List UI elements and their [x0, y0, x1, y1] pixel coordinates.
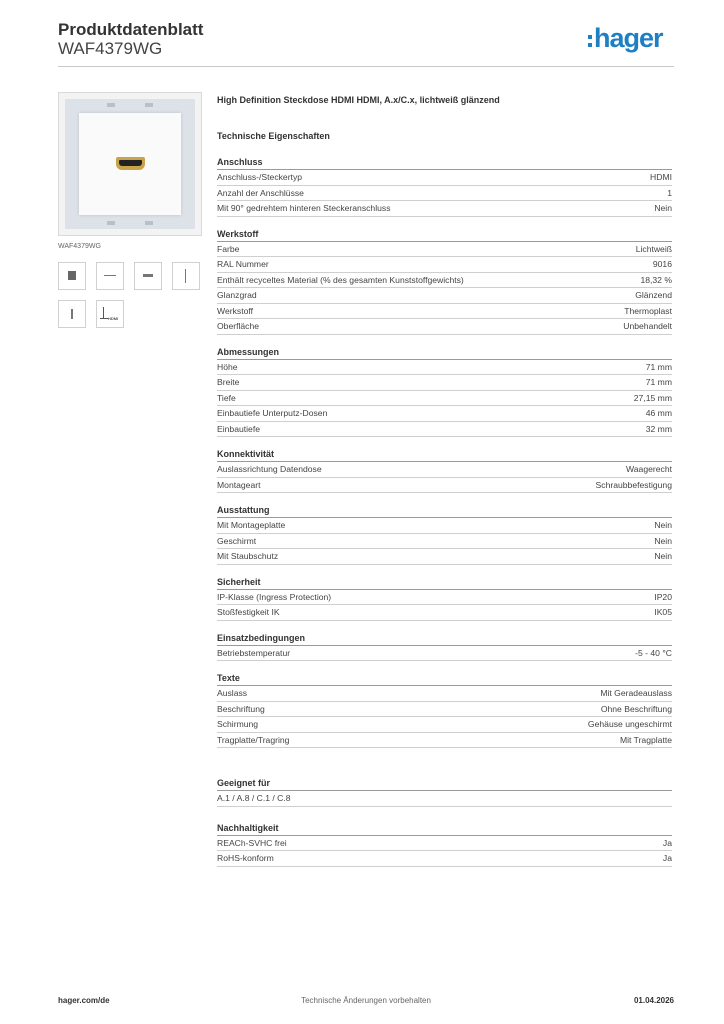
- spec-row: [217, 733, 672, 749]
- footer-website: hager.com/de: [58, 996, 110, 1005]
- spec-row: [217, 686, 672, 702]
- spec-label: Betriebstemperatur: [217, 647, 291, 658]
- article-number: WAF4379WG: [58, 39, 163, 58]
- thumbnail-side-drawing: [134, 262, 162, 290]
- spec-label: Mit Staubschutz: [217, 551, 279, 561]
- spec-value: Schraubbefestigung: [595, 479, 672, 490]
- section-heading: Einsatzbedingungen: [217, 631, 672, 646]
- section-heading: Anschluss: [217, 155, 672, 170]
- spec-row: [217, 170, 672, 186]
- spec-label: Mit 90° gedrehtem hinteren Steckeranschluss: [217, 203, 391, 213]
- spec-row: [217, 717, 672, 733]
- spec-row: [217, 851, 672, 867]
- section-heading: Sicherheit: [217, 575, 672, 590]
- spec-value: Glänzend: [635, 290, 672, 300]
- spec-row: [217, 242, 672, 258]
- spec-section: [217, 155, 672, 217]
- product-title: High Definition Steckdose HDMI HDMI, A.x/C.x, lichtweiß glänzend: [217, 95, 500, 105]
- spec-label: Enthält recyceltes Material (% des gesamten Kunststoffgewichts): [217, 274, 464, 285]
- spec-row: [217, 518, 672, 534]
- spec-row: [217, 360, 672, 376]
- spec-row: [217, 319, 672, 335]
- spec-row: [217, 702, 672, 718]
- spec-content: [217, 94, 672, 867]
- spec-row: [217, 186, 672, 202]
- spec-label: Beschriftung: [217, 703, 265, 714]
- frame-slot: [107, 103, 115, 107]
- sustainability-section: [217, 821, 672, 867]
- socket-plate: [79, 113, 181, 215]
- spec-row: [217, 646, 672, 662]
- hdmi-port-icon: [116, 157, 145, 170]
- thumbnail-hdmi-symbol: [96, 300, 124, 328]
- cover-frame: [65, 99, 195, 229]
- spec-row: [217, 422, 672, 438]
- spec-row: [217, 273, 672, 289]
- hager-logo: [588, 23, 674, 56]
- spec-label: Einbautiefe Unterputz-Dosen: [217, 408, 328, 418]
- spec-value: HDMI: [650, 172, 672, 182]
- logo-dots-icon: [588, 35, 592, 51]
- frame-slot: [145, 103, 153, 107]
- section-heading: Texte: [217, 671, 672, 686]
- document-title: Produktdatenblatt: [58, 20, 204, 39]
- spec-label: Geschirmt: [217, 535, 257, 546]
- spec-label: Einbautiefe: [217, 423, 261, 434]
- spec-value: Ja: [662, 853, 672, 863]
- spec-value: Thermoplast: [624, 305, 672, 316]
- spec-label: Auslass: [217, 688, 248, 698]
- spec-value: 46 mm: [645, 408, 672, 418]
- spec-value: Lichtweiß: [635, 243, 672, 254]
- spec-row: [217, 791, 672, 807]
- spec-sections: [217, 155, 672, 748]
- spec-row: [217, 375, 672, 391]
- spec-label: RAL Nummer: [217, 259, 269, 269]
- spec-value: 18,32 %: [640, 274, 672, 285]
- spec-label: Anzahl der Anschlüsse: [217, 187, 304, 198]
- section-heading: Nachhaltigkeit: [217, 821, 672, 836]
- spec-section: [217, 631, 672, 662]
- spec-value: 71 mm: [645, 377, 672, 387]
- spec-value: IP20: [654, 591, 672, 602]
- product-image: [58, 92, 202, 236]
- spec-label: Schirmung: [217, 719, 259, 729]
- spec-value: Ohne Beschriftung: [600, 703, 672, 714]
- section-heading: Konnektivität: [217, 447, 672, 462]
- spec-value: 1: [667, 187, 672, 198]
- spec-value: Mit Tragplatte: [619, 734, 672, 745]
- spec-section: [217, 503, 672, 565]
- spec-label: Farbe: [217, 243, 240, 254]
- spec-value: IK05: [654, 607, 672, 617]
- spec-label: Breite: [217, 377, 240, 387]
- thumbnail-dimension-drawing: [172, 262, 200, 290]
- spec-label: Auslassrichtung Datendose: [217, 464, 322, 474]
- spec-label: Tragplatte/Tragring: [217, 734, 290, 745]
- section-heading: Ausstattung: [217, 503, 672, 518]
- spec-row: [217, 257, 672, 273]
- section-heading: Abmessungen: [217, 345, 672, 360]
- spec-value: 9016: [652, 259, 672, 269]
- logo-text: hager: [594, 23, 663, 53]
- spec-row: [217, 478, 672, 494]
- thumb-hdmi-label: HDMI: [108, 316, 119, 321]
- spec-label: A.1 / A.8 / C.1 / C.8: [217, 793, 291, 803]
- spec-label: Oberfläche: [217, 321, 260, 331]
- spec-value: -5 - 40 °C: [635, 647, 672, 658]
- spec-value: 27,15 mm: [633, 392, 672, 403]
- spec-label: Stoßfestigkeit IK: [217, 607, 280, 617]
- spec-label: RoHS-konform: [217, 853, 274, 863]
- spec-value: Mit Geradeauslass: [600, 688, 672, 698]
- footer-notice: Technische Änderungen vorbehalten: [301, 996, 431, 1005]
- spec-label: IP-Klasse (Ingress Protection): [217, 591, 332, 602]
- spec-value: Nein: [654, 535, 672, 546]
- spec-value: Gehäuse ungeschirmt: [587, 719, 672, 729]
- spec-row: [217, 304, 672, 320]
- spec-section: [217, 447, 672, 493]
- frame-slot: [107, 221, 115, 225]
- frame-slot: [145, 221, 153, 225]
- spec-row: [217, 288, 672, 304]
- spec-value: Unbehandelt: [623, 321, 672, 331]
- spec-value: 71 mm: [645, 361, 672, 372]
- spec-label: Montageart: [217, 479, 261, 490]
- spec-row: [217, 201, 672, 217]
- spec-label: REACh-SVHC frei: [217, 837, 287, 848]
- spec-label: Werkstoff: [217, 305, 253, 316]
- spec-value: Nein: [654, 520, 672, 530]
- spec-label: Tiefe: [217, 392, 236, 403]
- header-divider: [58, 66, 674, 67]
- spec-label: Anschluss-/Steckertyp: [217, 172, 303, 182]
- tech-properties-heading: Technische Eigenschaften: [217, 131, 330, 141]
- spec-row: [217, 534, 672, 550]
- spec-row: [217, 590, 672, 606]
- spec-section: [217, 575, 672, 621]
- suitable-section: [217, 776, 672, 807]
- spec-section: [217, 345, 672, 438]
- spec-value: Ja: [662, 837, 672, 848]
- spec-row: [217, 549, 672, 565]
- thumbnail-front-view: [58, 262, 86, 290]
- spec-section: [217, 227, 672, 335]
- thumbnail-depth-drawing: [58, 300, 86, 328]
- spec-label: Glanzgrad: [217, 290, 257, 300]
- image-caption: WAF4379WG: [58, 243, 101, 250]
- spec-section: [217, 671, 672, 748]
- spec-row: [217, 836, 672, 852]
- spec-value: Waagerecht: [625, 464, 672, 474]
- spec-row: [217, 391, 672, 407]
- spec-row: [217, 462, 672, 478]
- spec-value: Nein: [654, 203, 672, 213]
- spec-label: Höhe: [217, 361, 238, 372]
- section-heading: Werkstoff: [217, 227, 672, 242]
- thumbnail-label-drawing: [96, 262, 124, 290]
- page-header: [58, 20, 674, 70]
- spec-value: 32 mm: [645, 423, 672, 434]
- section-heading: Geeignet für: [217, 776, 672, 791]
- spec-label: Mit Montageplatte: [217, 520, 286, 530]
- spec-row: [217, 605, 672, 621]
- spec-row: [217, 406, 672, 422]
- footer-date: 01.04.2026: [633, 996, 674, 1005]
- spec-value: Nein: [654, 551, 672, 561]
